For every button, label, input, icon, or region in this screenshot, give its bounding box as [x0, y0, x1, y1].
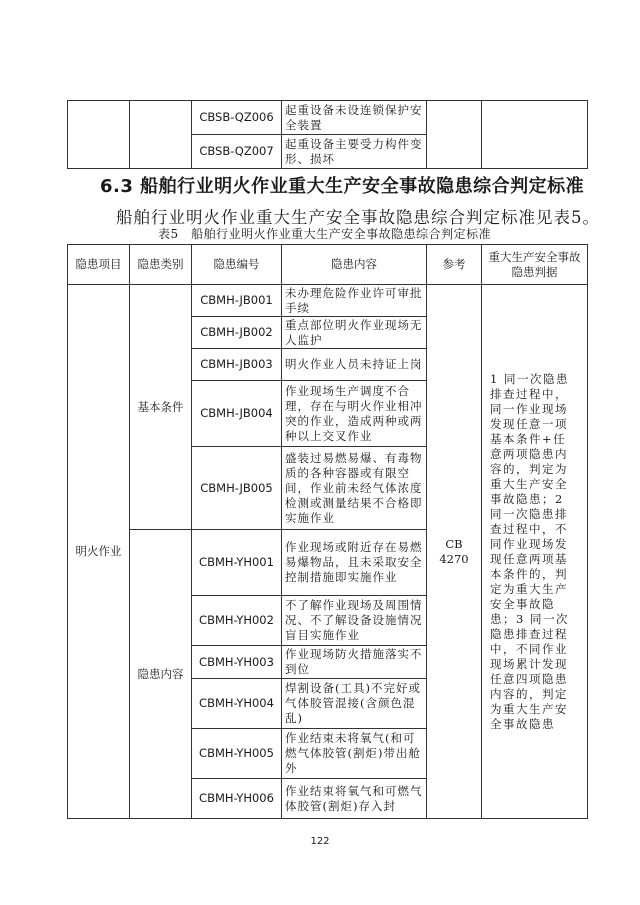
hazard-content: 盛装过易燃易爆、有毒物质的各种容器或有限空间，作业前未经气体浓度检测或测量结果不合格即实施作业	[282, 447, 427, 530]
empty-cell	[68, 101, 130, 169]
header-code: 隐患编号	[192, 245, 282, 285]
table-caption: 表5 船舶行业明火作业重大生产安全事故隐患综合判定标准	[158, 227, 492, 241]
hazard-criteria-table	[67, 244, 588, 819]
hazard-item-name: 明火作业	[68, 285, 130, 819]
intro-paragraph: 船舶行业明火作业重大生产安全事故隐患综合判定标准见表5。	[116, 208, 600, 227]
header-item: 隐患项目	[68, 245, 130, 285]
empty-cell	[482, 101, 588, 169]
hazard-code: CBSB-QZ007	[192, 135, 282, 169]
hazard-content: 作业现场防火措施落实不到位	[282, 646, 427, 679]
continuation-table	[67, 100, 588, 169]
hazard-code: CBMH-YH006	[192, 779, 282, 819]
hazard-code: CBMH-YH002	[192, 596, 282, 646]
hazard-code: CBMH-YH004	[192, 679, 282, 729]
hazard-code: CBMH-YH005	[192, 729, 282, 779]
hazard-content: 焊割设备(工具)不完好或气体胶管混接(含颜色混乱)	[282, 679, 427, 729]
hazard-content: 未办理危险作业许可审批手续	[282, 285, 427, 317]
hazard-code: CBMH-JB004	[192, 381, 282, 447]
page-number: 122	[310, 836, 330, 847]
table-row	[68, 101, 588, 135]
hazard-category: 基本条件	[130, 285, 192, 530]
header-reference: 参考	[427, 245, 482, 285]
hazard-code: CBMH-YH001	[192, 530, 282, 596]
table-row	[68, 285, 588, 317]
hazard-code: CBMH-JB005	[192, 447, 282, 530]
hazard-content: 重点部位明火作业现场无人监护	[282, 317, 427, 349]
reference-standard: CB 4270	[427, 285, 482, 819]
hazard-content: 不了解作业现场及周围情况、不了解设备设施情况盲目实施作业	[282, 596, 427, 646]
judgement-criteria: 1 同一次隐患排查过程中，同一作业现场发现任意一项基本条件+任意两项隐患内容的，判定为重大生产安全事故隐患；2 同一次隐患排查过程中，不同作业现场发现任意两项基本条件的，判定为重大生产安全事故隐患；3 同一次隐患排查过程中，不同作业现场累计发现任意四项隐患内容的，判定为重大生产安全事故隐患	[482, 285, 588, 819]
header-content: 隐患内容	[282, 245, 427, 285]
hazard-code: CBSB-QZ006	[192, 101, 282, 135]
hazard-content: 起重设备主要受力构件变形、损坏	[282, 135, 427, 169]
table-header-row	[68, 245, 588, 285]
hazard-content: 作业结束将氧气和可燃气体胶管(割炬)存入封	[282, 779, 427, 819]
header-judgement: 重大生产安全事故隐患判据	[482, 245, 588, 285]
hazard-code: CBMH-JB001	[192, 285, 282, 317]
section-heading: 6.3 船舶行业明火作业重大生产安全事故隐患综合判定标准	[100, 176, 585, 197]
hazard-content: 明火作业人员未持证上岗	[282, 349, 427, 381]
hazard-code: CBMH-JB002	[192, 317, 282, 349]
hazard-category: 隐患内容	[130, 530, 192, 819]
hazard-content: 作业现场或附近存在易燃易爆物品，且未采取安全控制措施即实施作业	[282, 530, 427, 596]
hazard-content: 作业结束未将氧气(和可燃气体胶管(割炬)带出舱外	[282, 729, 427, 779]
empty-cell	[427, 101, 482, 169]
empty-cell	[130, 101, 192, 169]
hazard-code: CBMH-JB003	[192, 349, 282, 381]
hazard-content: 作业现场生产调度不合理，存在与明火作业相冲突的作业，造成两种或两种以上交叉作业	[282, 381, 427, 447]
header-category: 隐患类别	[130, 245, 192, 285]
hazard-code: CBMH-YH003	[192, 646, 282, 679]
hazard-content: 起重设备未设连锁保护安全装置	[282, 101, 427, 135]
